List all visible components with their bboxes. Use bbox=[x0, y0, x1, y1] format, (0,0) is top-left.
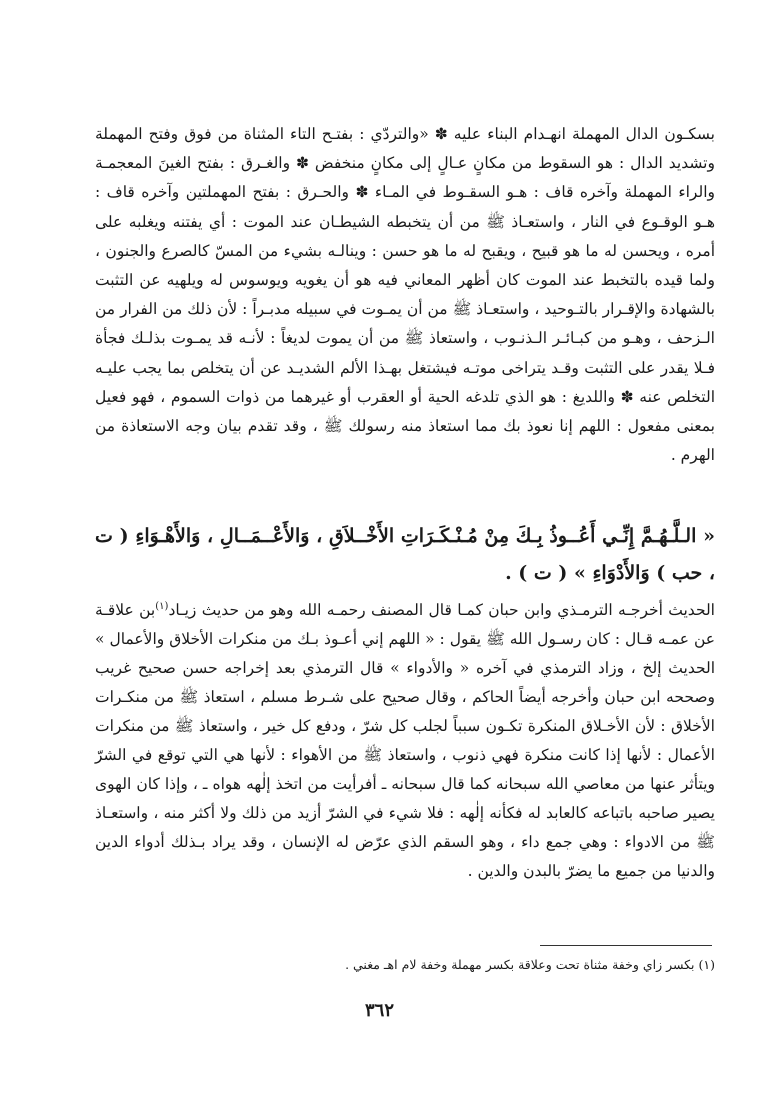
paragraph-text-rest: بن علاقـة عن عمـه قـال : كان رسـول الله ﷺ يقول : « اللهم إني أعـوذ بـك من منكرات الأخلاق والأعمال » الحديث إلخ ، وزاد الترمذي في آخره « والأدواء » قال الترمذي بعد إخراجه حسن صحيح غريب وصححه ابن حبان وأخرجه أيضاً الحاكم ، وقال صحيح على شـرط مسلم ، استعاذ ﷺ من منكـرات الأخلاق : لأن الأخـلاق المنكرة تكـون سبباً لجلب كل شرّ ، ودفع كل خير ، واستعاذ ﷺ من منكرات الأعمال : لأنها إذا كانت منكرة فهي ذنوب ، واستعاذ ﷺ من الأهواء : لأنها هي التي توقع في الشرّ ويتأثر عنها من معاصي الله سبحانه كما قال سبحانه ـ أفرأيت من اتخذ إلٰهه هواه ـ ، وإذا كان الهوى يصير صاحبه باتباعه كالعابد له فكأنه إلٰهه : فلا شيء في الشرّ أزيد من ذلك ولا أكثر منه ، واستعـاذ ﷺ من الادواء : وهي جمع داء ، وهو السقم الذي عرّض له الإنسان ، وقد يراد بـذلك أدواء الدين والدنيا من جميع ما يضرّ بالبدن والدين . bbox=[95, 601, 715, 880]
body-paragraph-explanation bbox=[95, 596, 715, 886]
footnote-separator bbox=[540, 945, 712, 946]
footnote-reference: (١) bbox=[155, 600, 169, 612]
paragraph-text-start: الحديث أخرجـه الترمـذي وابن حبان كمـا قال المصنف رحمـه الله وهو من حديث زيـاد bbox=[168, 601, 715, 619]
footnote: (١) بكسر زاي وخفة مثناة تحت وعلاقة بكسر مهملة وخفة لام اهـ مغني . bbox=[345, 957, 715, 972]
page-number: ٣٦٢ bbox=[364, 1000, 394, 1021]
hadith-text: « الـلَّـهُـمَّ إِنِّـي أَعُــوذُ بِـكَ مِنْ مُـنْـكَـرَاتِ الأَخْــلاَقِ ، وَالأَعْــمَــالِ ، وَالأَهْـوَاءِ ( ت ، حب ) وَالأَدْوَاءِ » ( ت ) . bbox=[95, 525, 715, 584]
body-paragraph-commentary: بسكـون الدال المهملة انهـدام البناء عليه ✽ «والتردّي : بفتـح التاء المثناة من فوق وفتح المهملة وتشديد الدال : هو السقوط من مكانٍ عـالٍ إلى مكانٍ منخفض ✽ والغـرق : بفتح الغينَ المعجمـة والراء المهملة وآخره قاف : هـو السقـوط في المـاء ✽ والحـرق : بفتح المهملتين وآخره قاف : هـو الوقـوع في النار ، واستعـاذ ﷺ من أن يتخبطه الشيطـان عند الموت : أي يفتنه ويغلبه على أمره ، ويحسن له ما هو قبيح ، ويقبح له ما هو حسن : وينالـه بشيء من المسّ كالصرع والجنون ، ولما قيده بالتخبط عند الموت كان أظهر المعاني فيه هو أن يغويه ويوسوس له ويلهيه عن التثبت بالشهادة والإقـرار بالتـوحيد ، واستعـاذ ﷺ من أن يمـوت في سبيله مدبـراً : لأن ذلك من الفرار من الـزحف ، وهـو من كبـائـر الـذنـوب ، واستعاذ ﷺ من أن يموت لديغاً : لأنـه قد يمـوت بذلـك فجأة فـلا يقدر على التثبت وقـد يتراخى موتـه فيشتغل بهـذا الألم الشديـد عن أن يتخلص بما يجب عليـه التخلص عنه ✽ واللديغ : هو الذي تلدغه الحية أو العقرب أو غيرهما من ذوات السموم ، فهو فعيل بمعنى مفعول : اللهم إنا نعوذ بك مما استعاذ منه رسولك ﷺ ، وقد تقدم بيان وجه الاستعاذة من الهرم . bbox=[95, 125, 715, 465]
